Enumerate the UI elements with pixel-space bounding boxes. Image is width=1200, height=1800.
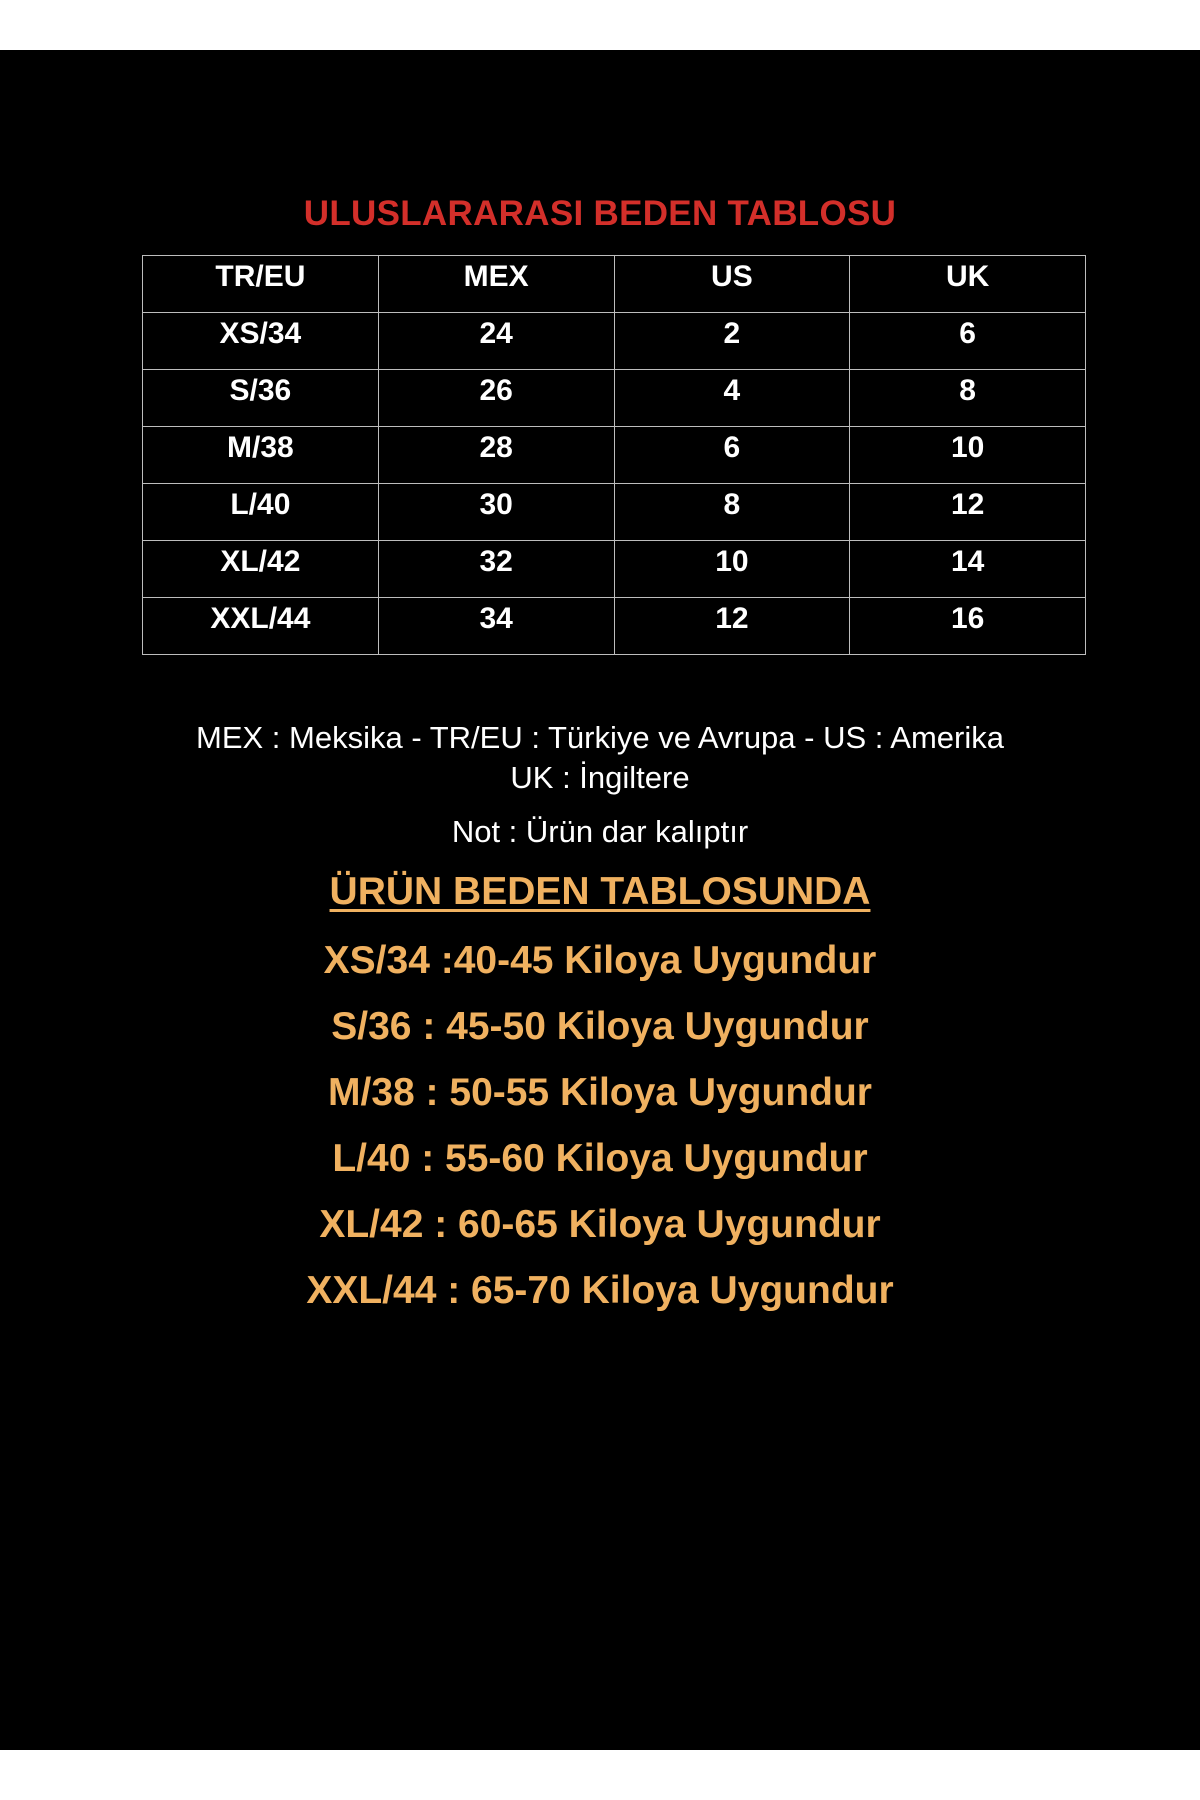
cell-us: 10 bbox=[614, 541, 850, 598]
fit-note: Not : Ürün dar kalıptır bbox=[451, 814, 749, 849]
cell-uk: 14 bbox=[850, 541, 1086, 598]
table-row bbox=[143, 313, 1086, 370]
list-item: M/38 : 50-55 Kiloya Uygundur bbox=[328, 1071, 872, 1114]
cell-mex: 24 bbox=[378, 313, 614, 370]
header-us: US bbox=[614, 256, 850, 313]
cell-mex: 28 bbox=[378, 427, 614, 484]
cell-tr-eu: XXL/44 bbox=[143, 598, 379, 655]
weight-guide-list bbox=[0, 937, 1200, 1333]
cell-us: 6 bbox=[614, 427, 850, 484]
cell-mex: 34 bbox=[378, 598, 614, 655]
table-header-row bbox=[143, 256, 1086, 313]
cell-tr-eu: XL/42 bbox=[143, 541, 379, 598]
list-item: XXL/44 : 65-70 Kiloya Uygundur bbox=[306, 1269, 894, 1312]
header-uk: UK bbox=[850, 256, 1086, 313]
page-title: ULUSLARARASI BEDEN TABLOSU bbox=[303, 194, 897, 233]
legend-line: MEX : Meksika - TR/EU : Türkiye ve Avrupa - US : Amerika bbox=[196, 720, 1004, 755]
list-item: XL/42 : 60-65 Kiloya Uygundur bbox=[319, 1203, 881, 1246]
table-row bbox=[143, 541, 1086, 598]
cell-uk: 6 bbox=[850, 313, 1086, 370]
cell-uk: 12 bbox=[850, 484, 1086, 541]
header-mex: MEX bbox=[378, 256, 614, 313]
size-table bbox=[142, 255, 1086, 655]
cell-tr-eu: XS/34 bbox=[143, 313, 379, 370]
cell-uk: 8 bbox=[850, 370, 1086, 427]
cell-tr-eu: L/40 bbox=[143, 484, 379, 541]
cell-uk: 16 bbox=[850, 598, 1086, 655]
cell-us: 8 bbox=[614, 484, 850, 541]
cell-uk: 10 bbox=[850, 427, 1086, 484]
cell-tr-eu: M/38 bbox=[143, 427, 379, 484]
table-row bbox=[143, 370, 1086, 427]
header-tr-eu: TR/EU bbox=[143, 256, 379, 313]
cell-us: 12 bbox=[614, 598, 850, 655]
cell-us: 4 bbox=[614, 370, 850, 427]
cell-mex: 32 bbox=[378, 541, 614, 598]
table-row bbox=[143, 598, 1086, 655]
list-item: L/40 : 55-60 Kiloya Uygundur bbox=[332, 1137, 868, 1180]
cell-tr-eu: S/36 bbox=[143, 370, 379, 427]
cell-mex: 26 bbox=[378, 370, 614, 427]
guide-title: ÜRÜN BEDEN TABLOSUNDA bbox=[329, 870, 871, 913]
table-row bbox=[143, 427, 1086, 484]
list-item: XS/34 :40-45 Kiloya Uygundur bbox=[323, 939, 877, 982]
table-row bbox=[143, 484, 1086, 541]
cell-mex: 30 bbox=[378, 484, 614, 541]
legend-line: UK : İngiltere bbox=[510, 760, 690, 795]
cell-us: 2 bbox=[614, 313, 850, 370]
region-legend bbox=[0, 718, 1200, 798]
list-item: S/36 : 45-50 Kiloya Uygundur bbox=[331, 1005, 869, 1048]
